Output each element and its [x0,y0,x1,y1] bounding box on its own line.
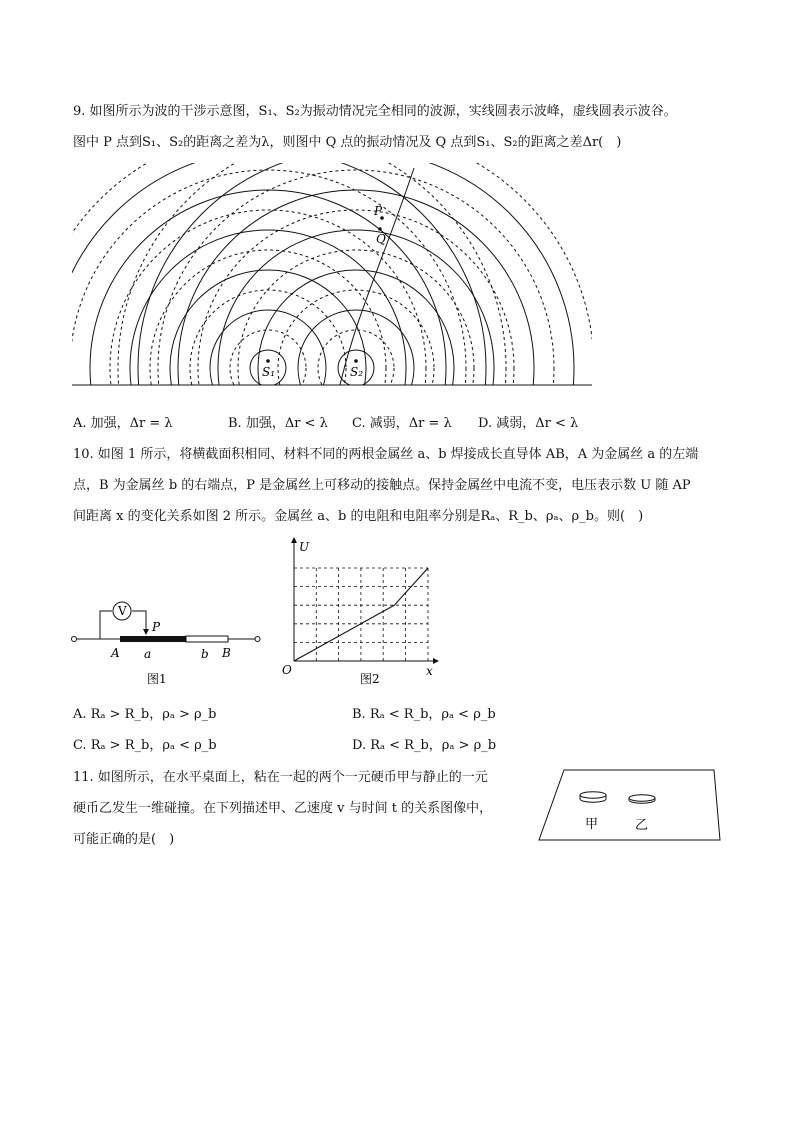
fig1-caption: 图1 [147,672,167,686]
fig1-label-b-end: B [222,646,231,660]
interference-figure [72,163,592,401]
label-yi: 乙 [635,818,649,833]
q9-line-1: 9. 如图所示为波的干涉示意图，S₁、S₂为振动情况完全相同的波源，实线圆表示波峰，虚线圆表示波谷。 [73,104,677,119]
coin-yi [629,795,655,803]
fig2-caption: 图2 [360,672,380,685]
q10-option-b: B. Rₐ < R_b，ρₐ < ρ_b [352,707,496,722]
graph-grid [294,568,428,661]
voltmeter-label: V [118,604,127,618]
fig1-label-a-end: A [111,646,120,660]
q11-line-2: 硬币乙发生一维碰撞。在下列描述甲、乙速度 v 与时间 t 的关系图像中， [73,801,493,816]
label-jia: 甲 [585,817,599,832]
coin-table-figure [536,768,724,844]
graph-origin: O [282,663,292,677]
s1-trough-circles [72,163,506,401]
fig1-label-a: a [144,647,152,661]
fig1-label-p: P [152,620,161,634]
q11-line-1: 11. 如图所示，在水平桌面上，粘在一起的两个一元硬币甲与静止的一元 [73,770,488,785]
table-top [539,770,720,840]
q9-option-a: A. 加强，Δr = λ [73,416,173,431]
wire-a [120,636,186,642]
label-q: Q [376,232,386,246]
label-s1: S₁ [262,365,276,379]
q10-line-1: 10. 如图 1 所示，将横截面积相同、材料不同的两根金属丝 a、b 焊接成长直导体 AB，A 为金属丝 a 的左端 [73,447,699,462]
q10-option-d: D. Rₐ < R_b，ρₐ > ρ_b [352,738,497,753]
figure-1-circuit [70,595,270,690]
fig1-label-b: b [201,647,209,661]
figure-2-graph [278,535,443,685]
graph-xlabel: x [426,664,433,678]
label-p: P [374,204,383,218]
q10-option-c: C. Rₐ > R_b，ρₐ < ρ_b [73,738,217,753]
q9-option-d: D. 减弱，Δr < λ [478,416,579,431]
wire-b [186,636,228,642]
q9-option-b: B. 加强，Δr < λ [228,416,328,431]
s1-dot [266,359,270,363]
q10-line-3: 间距离 x 的变化关系如图 2 所示。金属丝 a、b 的电阻和电阻率分别是Rₐ、R_b、ρₐ、ρ_b。则( ) [73,509,644,524]
q-dot [378,227,382,231]
nodal-line [340,168,414,385]
coin-jia [580,792,606,802]
label-s2: S₂ [350,365,364,379]
q11-line-3: 可能正确的是( ) [73,832,175,847]
q10-option-a: A. Rₐ > R_b，ρₐ > ρ_b [73,707,217,722]
s2-dot [354,359,358,363]
q10-line-2: 点，B 为金属丝 b 的右端点，P 是金属丝上可移动的接触点。保持金属丝中电流不变，电压表示数 U 随 AP [73,478,691,493]
q9-option-c: C. 减弱，Δr = λ [352,416,452,431]
q9-line-2: 图中 P 点到S₁、S₂的距离之差为λ，则图中 Q 点的振动情况及 Q 点到S₁、S₂的距离之差Δr( ) [73,135,622,150]
graph-ylabel: U [299,540,310,554]
